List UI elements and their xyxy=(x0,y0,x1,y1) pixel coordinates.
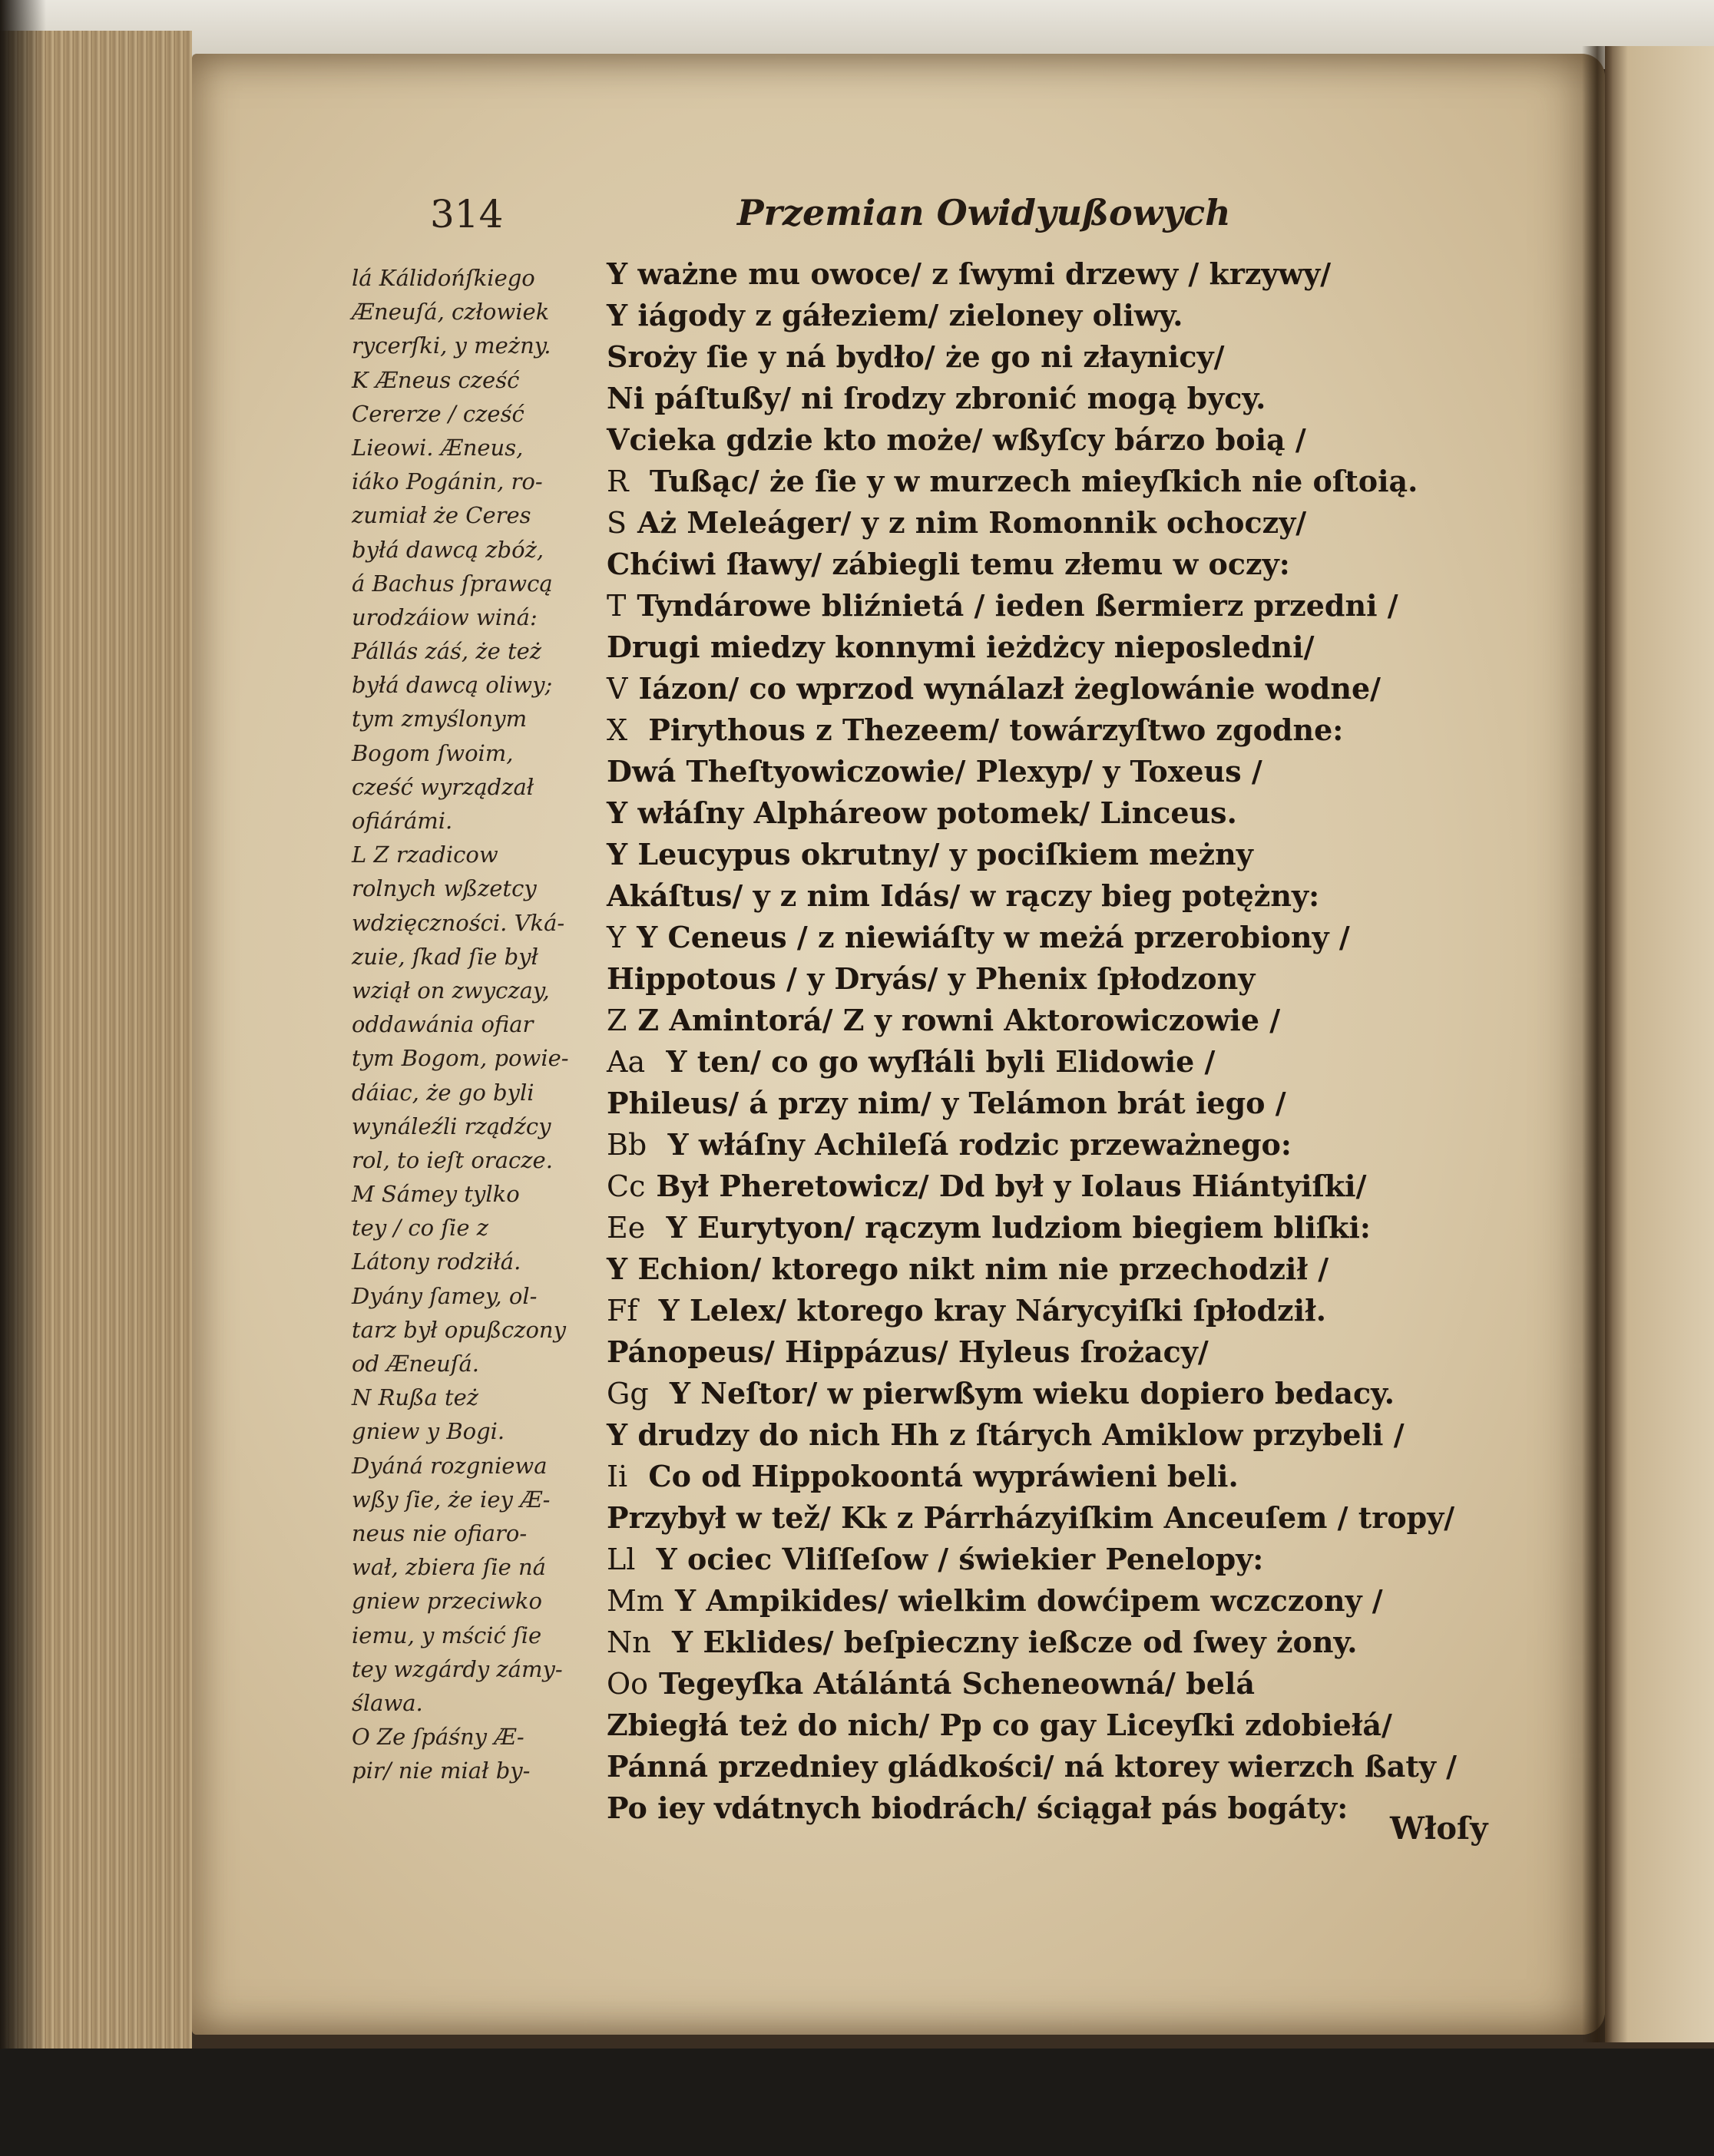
margin-note-line: pir/ nie miał by- xyxy=(352,1758,531,1784)
verse-text: Z Amintorá/ Z y rowni Aktorowiczowie / xyxy=(637,1003,1281,1037)
verse-text: Po iey vdátnych biodrách/ ściągał pás bogáty: xyxy=(607,1791,1348,1825)
verse-text: Pánná przedniey gládkości/ ná ktorey wierzch ßaty / xyxy=(607,1749,1458,1784)
margin-note-line: wßy ſie, że iey Æ- xyxy=(352,1486,551,1513)
margin-note-line: urodzáiow winá: xyxy=(352,603,538,630)
margin-note-line: lá Kálidońſkiego xyxy=(352,265,535,291)
verse-text: Y włáſny Achileſá rodzic przeważnego: xyxy=(657,1127,1292,1162)
verse-text: Ni páſtußy/ ni ſrodzy zbronić mogą bycy. xyxy=(607,381,1266,415)
margin-note-line: byłá dawcą oliwy; xyxy=(352,672,553,699)
verse-text: Y iágody z gáłeziem/ zieloney oliwy. xyxy=(607,298,1183,332)
verse-line xyxy=(607,544,1528,585)
gloss-letter: R xyxy=(607,465,629,498)
margin-note-line: N Rußa też xyxy=(352,1384,479,1411)
margin-notes-column xyxy=(352,261,601,1787)
margin-note-line: iáko Pogánin, ro- xyxy=(352,468,543,495)
verse-text: Y drudzy do nich Hh z ſtárych Amiklow przybeli / xyxy=(607,1417,1405,1452)
margin-note-line: tym zmyślonym xyxy=(352,706,528,732)
margin-note-line: rycerſki, y meżny. xyxy=(352,332,551,359)
verse-text: Vcieka gdzie kto może/ wßyſcy bárzo boią / xyxy=(607,422,1306,457)
verse-text: Sroży ſie y ná bydło/ że go ni złaynicy/ xyxy=(607,339,1225,374)
margin-note-line: oddawánia ofiar xyxy=(352,1011,534,1038)
margin-note-line: tey wzgárdy zámy- xyxy=(352,1655,563,1682)
margin-note-line: wynáleźli rządźcy xyxy=(352,1113,551,1139)
margin-note-line: Dyáná rozgniewa xyxy=(352,1452,548,1479)
gloss-letter: Oo xyxy=(607,1667,649,1701)
margin-note-line: tarz był opußczony xyxy=(352,1316,566,1343)
verse-text: Tußąc/ że ſie y w murzech mieyſkich nie oſtoią. xyxy=(639,464,1418,498)
margin-note-line: Dyány ſamey, ol- xyxy=(352,1282,538,1309)
margin-note-line: neus nie ofiaro- xyxy=(352,1519,528,1546)
margin-note-line: od Æneuſá. xyxy=(352,1351,480,1377)
verse-line xyxy=(607,917,1528,958)
verse-text: Tyndárowe bliźnietá / ieden ßermierz przedni / xyxy=(637,588,1398,623)
verse-line xyxy=(607,1622,1528,1663)
margin-note-line: zumiał że Ceres xyxy=(352,502,531,529)
page-gutter xyxy=(1582,46,1613,2042)
margin-note-line: iemu, y mścić ſie xyxy=(352,1622,542,1648)
margin-note-line: gniew przeciwko xyxy=(352,1588,542,1615)
verse-line xyxy=(607,792,1528,834)
margin-note-line: Pállás záś, że też xyxy=(352,638,542,665)
verse-line xyxy=(607,1248,1528,1290)
gloss-letter: Ee xyxy=(607,1211,646,1245)
page-number: 314 xyxy=(430,192,504,236)
verse-line xyxy=(607,253,1528,295)
margin-note-line: rol, to ieſt oracze. xyxy=(352,1146,553,1173)
gloss-letter: Bb xyxy=(607,1128,647,1162)
gloss-letter: Y xyxy=(607,921,627,954)
verse-line xyxy=(607,1705,1528,1746)
verse-line xyxy=(607,1373,1528,1414)
verse-line xyxy=(607,1290,1528,1331)
verse-text: Chćiwi ſławy/ zábiegli temu złemu w oczy: xyxy=(607,547,1290,581)
margin-note-line: K Æneus cześć xyxy=(352,366,520,393)
verse-line xyxy=(607,461,1528,502)
gloss-letter: Ii xyxy=(607,1460,628,1493)
verse-line xyxy=(607,668,1528,709)
verse-line xyxy=(607,1207,1528,1248)
verse-line xyxy=(607,1331,1528,1373)
gloss-letter: Aa xyxy=(607,1045,646,1079)
verse-text: Przybył w tež/ Kk z Párrházyiſkim Anceuſem / tropy/ xyxy=(607,1500,1455,1535)
gloss-letter: S xyxy=(607,506,627,540)
scan-background-bottom xyxy=(0,2049,1714,2156)
binding-shadow xyxy=(0,0,46,2156)
gloss-letter: T xyxy=(607,589,627,623)
verse-text: Iázon/ co wprzod wynálazł żeglowánie wodne/ xyxy=(638,671,1381,706)
verse-text: Y ten/ co go wyſłáli byli Elidowie / xyxy=(656,1044,1216,1079)
verse-text: Aż Meleáger/ y z nim Romonnik ochoczy/ xyxy=(637,505,1307,540)
verse-line xyxy=(607,1746,1528,1787)
verse-text: Był Pheretowicz/ Dd był y Iolaus Hiántyiſki/ xyxy=(656,1169,1367,1203)
verse-text: Zbiegłá też do nich/ Pp co gay Liceyſki zdobiełá/ xyxy=(607,1708,1392,1742)
gloss-letter: Cc xyxy=(607,1169,646,1203)
verse-text: Hippotous / y Dryás/ y Phenix ſpłodzony xyxy=(607,961,1256,996)
verse-line xyxy=(607,751,1528,792)
verse-line xyxy=(607,336,1528,378)
verse-text: Y ociec Vliſſeſow / świekier Penelopy: xyxy=(646,1542,1264,1576)
margin-note-line: wał, zbiera ſie ná xyxy=(352,1554,546,1581)
running-title: Przemian Owidyußowych xyxy=(737,192,1231,233)
margin-note-line: ślawa. xyxy=(352,1689,423,1716)
facing-page-edge xyxy=(1605,46,1714,2042)
verse-line xyxy=(607,875,1528,917)
gloss-letter: Ll xyxy=(607,1543,636,1576)
margin-note-line: tym Bogom, powie- xyxy=(352,1045,569,1072)
verse-text: Y włáſny Alpháreow potomek/ Linceus. xyxy=(607,795,1237,830)
verse-text: Y Eklides/ beſpieczny ießcze od ſwey żony. xyxy=(661,1625,1358,1659)
verse-line xyxy=(607,419,1528,461)
verse-line xyxy=(607,585,1528,627)
verse-text: Pirythous z Thezeem/ towárzyſtwo zgodne: xyxy=(638,713,1344,747)
verse-text: Co od Hippokoontá wypráwieni beli. xyxy=(638,1459,1239,1493)
margin-note-line: ofiárámi. xyxy=(352,808,453,834)
margin-note-line: tey / co ſie z xyxy=(352,1215,488,1242)
margin-note-line: byłá dawcą zbóż, xyxy=(352,536,544,563)
verse-text: Y Ampikides/ wielkim dowćipem wczczony / xyxy=(674,1583,1383,1618)
verse-line xyxy=(607,1000,1528,1041)
gloss-letter: Mm xyxy=(607,1584,664,1618)
gloss-letter: Gg xyxy=(607,1377,649,1410)
verse-text: Y Leucypus okrutny/ y pociſkiem meżny xyxy=(607,837,1253,871)
verse-line xyxy=(607,709,1528,751)
margin-note-line: wdzięczności. Vká- xyxy=(352,909,565,936)
margin-note-line: Cererze / cześć xyxy=(352,400,524,427)
margin-note-line: Bogom ſwoim, xyxy=(352,739,514,766)
verse-line xyxy=(607,1083,1528,1124)
margin-note-line: gniew y Bogi. xyxy=(352,1418,505,1445)
gloss-letter: Ff xyxy=(607,1294,638,1328)
margin-note-line: dáiac, że go byli xyxy=(352,1079,534,1106)
gloss-letter: X xyxy=(607,713,628,747)
verse-line xyxy=(607,1580,1528,1622)
verse-line xyxy=(607,834,1528,875)
verse-text: Y Eurytyon/ rączym ludziom biegiem bliſki: xyxy=(656,1210,1371,1245)
verse-text: Dwá Theſtyowiczowie/ Plexyp/ y Toxeus / xyxy=(607,754,1262,789)
verse-text: Tegeyſka Atálántá Scheneowná/ belá xyxy=(659,1666,1255,1701)
margin-note-line: á Bachus ſprawcą xyxy=(352,570,553,597)
gloss-letter: Z xyxy=(607,1004,627,1037)
verse-line xyxy=(607,1414,1528,1456)
verse-text: Y Lelex/ ktorego kray Nárycyiſki ſpłodził. xyxy=(648,1293,1326,1328)
margin-note-line: O Ze ſpáśny Æ- xyxy=(352,1724,524,1751)
verse-line xyxy=(607,1497,1528,1539)
verse-text: Pánopeus/ Hippázus/ Hyleus ſrożacy/ xyxy=(607,1334,1209,1369)
verse-text: Y ważne mu owoce/ z ſwymi drzewy / krzywy/ xyxy=(607,256,1332,291)
verse-line xyxy=(607,1041,1528,1083)
verse-line xyxy=(607,378,1528,419)
margin-note-line: cześć wyrządzał xyxy=(352,773,534,800)
gloss-letter: Nn xyxy=(607,1625,651,1659)
verse-line xyxy=(607,1456,1528,1497)
verse-line xyxy=(607,1166,1528,1207)
verse-line xyxy=(607,502,1528,544)
verse-column xyxy=(607,253,1528,1829)
verse-text: Y Echion/ ktorego nikt nim nie przechodził / xyxy=(607,1252,1329,1286)
margin-note-line: zuie, ſkad ſie był xyxy=(352,943,538,970)
catchword: Włoſy xyxy=(1390,1810,1488,1847)
verse-line xyxy=(607,1539,1528,1580)
margin-note-line: M Sámey tylko xyxy=(352,1181,520,1208)
margin-note-line: Æneuſá, człowiek xyxy=(352,299,550,326)
verse-line xyxy=(607,295,1528,336)
verse-line xyxy=(607,627,1528,668)
margin-note-line: wziął on zwyczay, xyxy=(352,977,550,1004)
verse-line xyxy=(607,958,1528,1000)
margin-note-line: Lieowi. Æneus, xyxy=(352,434,524,461)
verse-line xyxy=(607,1663,1528,1705)
verse-text: Y Ceneus / z niewiáſty w meżá przerobiony / xyxy=(637,920,1350,954)
verse-line xyxy=(607,1124,1528,1166)
margin-note-line: rolnych wßzetcy xyxy=(352,875,537,902)
verse-text: Phileus/ á przy nim/ y Telámon brát iego / xyxy=(607,1086,1286,1120)
verse-text: Akáſtus/ y z nim Idás/ w rączy bieg potężny: xyxy=(607,878,1320,913)
margin-note-line: Látony rodziłá. xyxy=(352,1248,521,1275)
verse-text: Y Neſtor/ w pierwßym wieku dopiero bedacy. xyxy=(659,1376,1395,1410)
verse-text: Drugi miedzy konnymi ieżdżcy nieposledni/ xyxy=(607,630,1315,664)
page-header xyxy=(430,192,1275,246)
margin-note-line: L Z rzadicow xyxy=(352,842,498,868)
gloss-letter: V xyxy=(607,672,628,706)
